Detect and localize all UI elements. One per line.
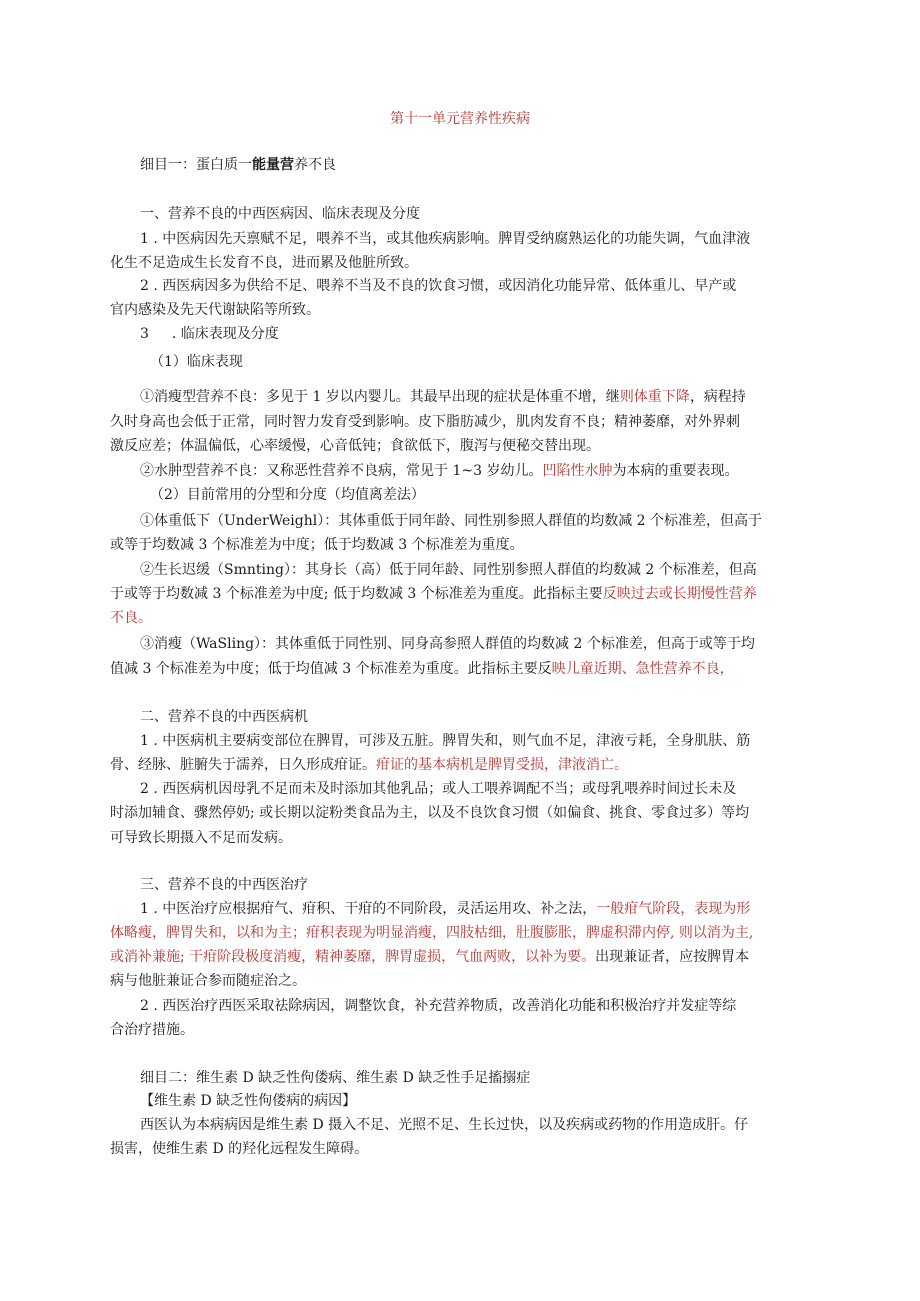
t1-line2: 或等于均数减 3 个标准差为中度；低于均数减 3 个标准差为重度。 [110,537,524,553]
s1-p1-line2: 化生不足造成生长发育不良，进而累及他脏所致。 [110,255,418,271]
t2-line2: 于或等于均数减 3 个标准差为中度; 低于均数减 3 个标准差为重度。此指标主要反映过去或长期慢性营养 [110,586,757,602]
s3-p1-line4: 病与他脏兼证合参而随症治之。 [110,973,306,989]
section-2-heading: 二、营养不良的中西医病机 [140,709,308,725]
final-line2: 损害，使维生素 D 的羟化远程发生障碍。 [110,1141,369,1157]
t3-line1: ③消瘦（WaSling）：其体重低于同性别、同身高参照人群值的均数减 2 个标准差，但高于或等于均 [140,636,755,652]
s1-p1-line1: 1 . 中医病因先天禀赋不足，喂养不当，或其他疾病影响。脾胃受纳腐熟运化的功能失调，气血津液 [140,231,751,247]
s2-p2-line1: 2 . 西医病机因母乳不足而未及时添加其他乳品；或人工喂养调配不当；或母乳喂养时间过长未及 [140,781,737,797]
s1-p3b: （2）目前常用的分型和分度（均值离差法） [150,487,425,503]
s1-p3: 3 . 临床表现及分度 [140,326,279,342]
m1-line3: 激反应差；体温偏低，心率缓慢，心音低钝；食欲低下，腹泻与便秘交替出现。 [110,438,600,454]
s3-p2-line2: 合治疗措施。 [110,1022,194,1038]
t2-line1: ②生长迟缓（Smnting）：其身长（高）低于同年龄、同性别参照人群值的均数减 2 个标准差，但高 [140,562,757,578]
s2-p2-line2: 时添加辅食、骤然停奶; 或长期以淀粉类食品为主，以及不良饮食习惯（如偏食、挑食、零食过多）等均 [110,805,750,821]
s3-p1-line1: 1 . 中医治疗应根据疳气、疳积、干疳的不同阶段，灵活运用攻、补之法，一般疳气阶段，表现为形 [140,901,751,917]
s3-p1-line2: 体略瘦，脾胃失和，以和为主；疳积表现为明显消瘦，四肢枯细，肚腹膨胀，脾虚积滞内停, 则以消为主, [110,925,754,941]
s2-p1-line1: 1 . 中医病机主要病变部位在脾胃，可涉及五脏。脾胃失和，则气血不足，津液亏耗，全身肌肤、筋 [140,733,751,749]
section-1-heading: 一、营养不良的中西医病因、临床表现及分度 [140,206,420,222]
unit-title: 第十一单元营养性疾病 [390,111,530,127]
m1-line1: ①消瘦型营养不良：多见于 1 岁以内婴儿。其最早出现的症状是体重不增，继则体重下降，病程持 [140,389,746,405]
final-line1: 西医认为本病病因是维生素 D 摄入不足、光照不足、生长过快，以及疾病或药物的作用造成肝。仔 [140,1117,749,1133]
subheading-1: 细目一：蛋白质一能量营养不良 [140,157,336,173]
section-3-heading: 三、营养不良的中西医治疗 [140,877,308,893]
s1-p2-line1: 2 . 西医病因多为供给不足、喂养不当及不良的饮食习惯，或因消化功能异常、低体重儿、早产或 [140,278,737,294]
subheading-2-bracket: 【维生素 D 缺乏性佝偻病的病因】 [140,1093,357,1109]
t3-line2: 值减 3 个标准差为中度；低于均值减 3 个标准差为重度。此指标主要反映儿童近期、急性营养不良， [110,661,734,677]
s3-p1-line3: 或消补兼施; 干疳阶段极度消瘦，精神萎靡，脾胃虚损，气血两败，以补为要。出现兼证者，应按脾胃本 [110,949,750,965]
m1-line2: 久时身高也会低于正常，同时智力发育受到影响。皮下脂肪减少，肌肉发育不良；精神萎靡，对外界刺 [110,414,740,430]
subheading-2: 细目二：维生素 D 缺乏性佝偻病、维生素 D 缺乏性手足搐搦症 [140,1070,531,1086]
s1-p3a: （1）临床表现 [150,354,243,370]
s3-p2-line1: 2 . 西医治疗西医采取祛除病因，调整饮食，补充营养物质，改善消化功能和积极治疗并发症等综 [140,998,737,1014]
m2-line1: ②水肿型营养不良：又称恶性营养不良病，常见于 1~3 岁幼儿。凹陷性水肿为本病的重要表现。 [140,463,739,479]
s2-p1-line2: 骨、经脉、脏腑失于濡养，日久形成疳证。疳证的基本病机是脾胃受损，津液消亡。 [110,757,628,773]
t1-line1: ①体重低下（UnderWeighl）：其体重低于同年龄、同性别参照人群值的均数减 2 个标准差，但高于 [140,513,763,529]
s2-p2-line3: 可导致长期摄入不足而发病。 [110,830,292,846]
t2-line3: 不良。 [110,610,152,626]
s1-p2-line2: 官内感染及先天代谢缺陷等所致。 [110,302,320,318]
